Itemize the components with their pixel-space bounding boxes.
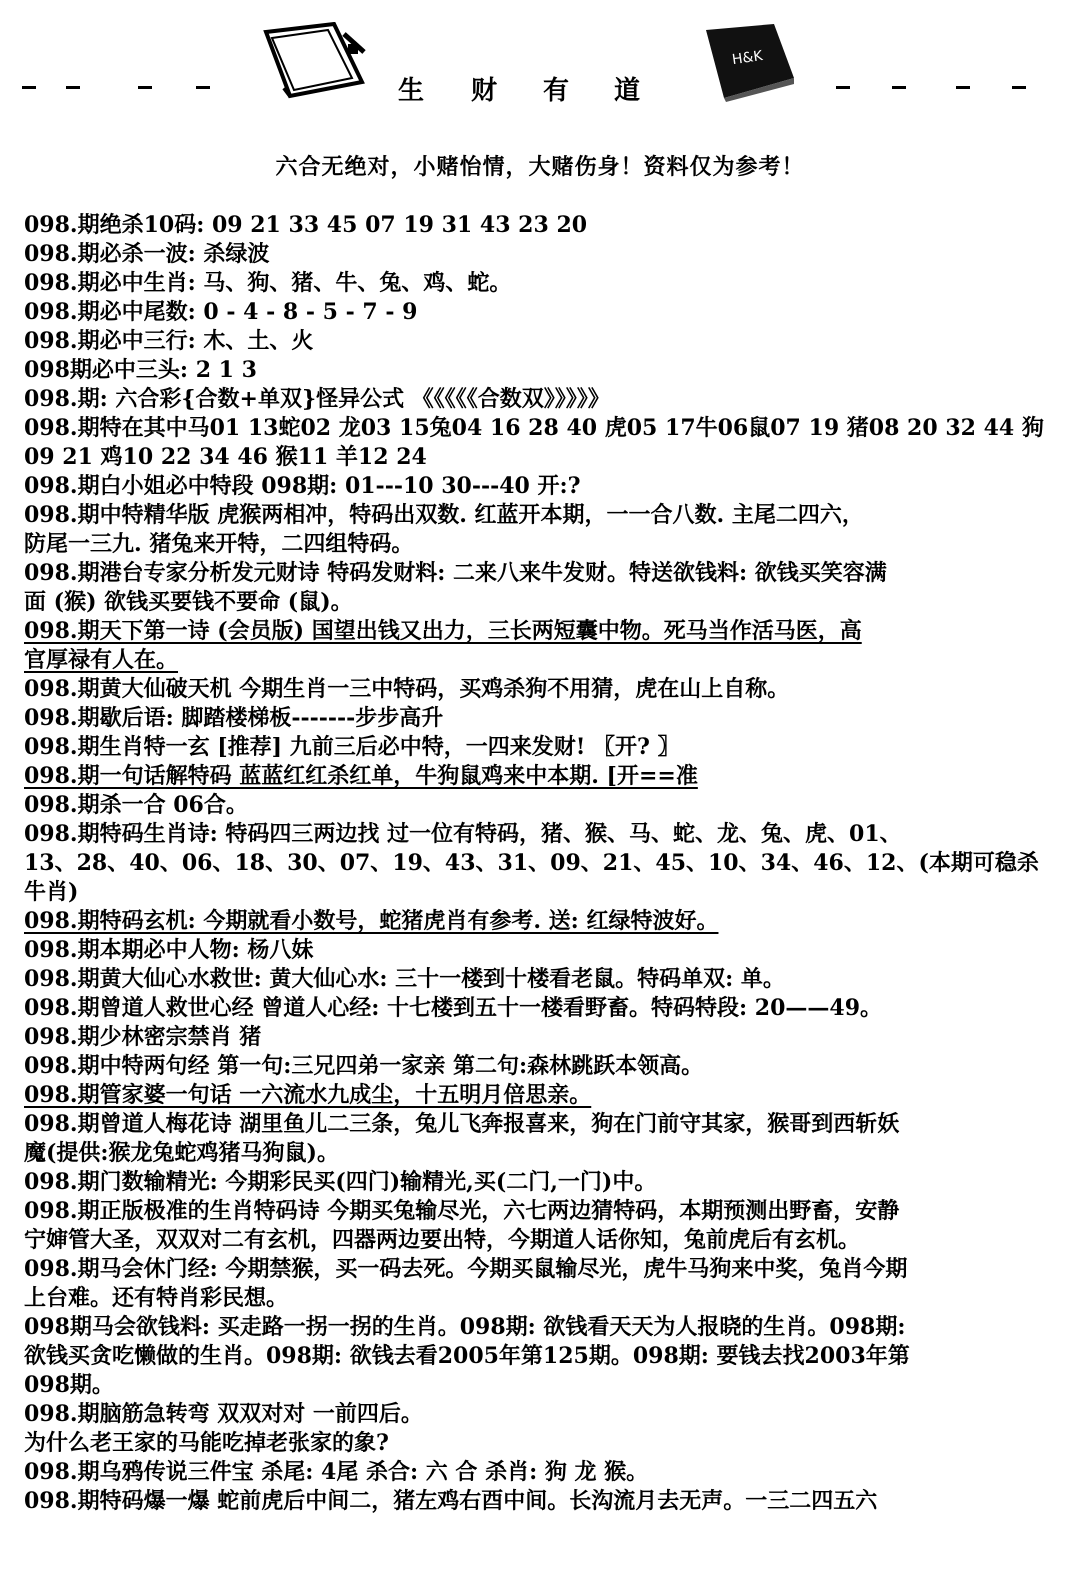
text-line: 098.期天下第一诗 (会员版) 国望出钱又出力，三长两短囊中物。死马当作活马医，高 <box>24 618 862 644</box>
text-line: 098.期港台专家分析发元财诗 特码发财料: 二来八来牛发财。特送欲钱料: 欲钱买笑容满 <box>24 560 887 586</box>
book-icon <box>258 22 370 100</box>
title-char: 财 <box>471 76 498 106</box>
dash <box>1012 86 1026 89</box>
text-line: 098.期中特两句经 第一句:三兄四弟一家亲 第二句:森林跳跃本领高。 <box>24 1053 704 1079</box>
title-char: 有 <box>543 76 570 106</box>
text-line: 098.期特码玄机: 今期就看小数号，蛇猪虎肖有参考. 送: 红绿特波好。 <box>24 908 719 934</box>
text-line: 098.期必中尾数: 0 - 4 - 8 - 5 - 7 - 9 <box>24 299 418 325</box>
dash <box>138 86 152 89</box>
dash <box>836 86 850 89</box>
dash <box>22 86 36 89</box>
text-line: 魔(提供:猴龙兔蛇鸡猪马狗鼠)。 <box>24 1140 339 1166</box>
text-line: 098.期黄大仙心水救世: 黄大仙心水: 三十一楼到十楼看老鼠。特码单双: 单。 <box>24 966 785 992</box>
text-line: 098.期必中生肖: 马、狗、猪、牛、兔、鸡、蛇。 <box>24 270 512 296</box>
text-line: 098期必中三头: 2 1 3 <box>24 357 257 383</box>
text-line: 098.期杀一合 06合。 <box>24 792 248 818</box>
text-line: 13、28、40、06、18、30、07、19、43、31、09、21、45、10、34、46、12、(本期可稳杀 <box>24 850 1039 876</box>
text-line: 防尾一三九. 猪兔来开特，二四组特码。 <box>24 531 414 557</box>
dash <box>66 86 80 89</box>
text-line: 098.期黄大仙破天机 今期生肖一三中特码，买鸡杀狗不用猜，虎在山上自称。 <box>24 676 790 702</box>
dash <box>956 86 970 89</box>
text-line: 098.期白小姐必中特段 098期: 01---10 30---40 开:? <box>24 473 581 499</box>
text-line: 098.期曾道人梅花诗 湖里鱼儿二三条，兔儿飞奔报喜来，狗在门前守其家，猴哥到西斩妖 <box>24 1111 900 1137</box>
text-line: 098.期必杀一波: 杀绿波 <box>24 241 270 267</box>
text-line: 098.期乌鸦传说三件宝 杀尾: 4尾 杀合: 六 合 杀肖: 狗 龙 猴。 <box>24 1459 649 1485</box>
text-line: 面 (猴) 欲钱买要钱不要命 (鼠)。 <box>24 589 353 615</box>
text-line: 098.期必中三行: 木、土、火 <box>24 328 314 354</box>
text-line: 098.期马会休门经: 今期禁猴，买一码去死。今期买鼠输尽光，虎牛马狗来中奖，兔肖今期 <box>24 1256 908 1282</box>
title-char: 生 <box>398 76 425 106</box>
text-line: 098.期特在其中马01 13蛇02 龙03 15兔04 16 28 40 虎05 17牛06鼠07 19 猪08 20 32 44 狗 <box>24 415 1044 441</box>
text-line: 牛肖) <box>24 879 79 905</box>
text-line: 098.期特码生肖诗: 特码四三两边找 过一位有特码，猪、猴、马、蛇、龙、兔、虎、01、 <box>24 821 902 847</box>
text-line: 098.期一句话解特码 蓝蓝红红杀红单，牛狗鼠鸡来中本期. [开==准 <box>24 763 698 789</box>
header <box>0 0 1080 130</box>
text-line: 宁婶管大圣，双双对二有玄机，四器两边要出特，今期道人话你知，兔前虎后有玄机。 <box>24 1227 861 1253</box>
content <box>24 211 1064 1516</box>
book-icon <box>698 22 798 102</box>
text-line: 098.期门数输精光: 今期彩民买(四门)输精光,买(二门,一门)中。 <box>24 1169 657 1195</box>
text-line: 098.期脑筋急转弯 双双对对 一前四后。 <box>24 1401 423 1427</box>
text-line: 098.期管家婆一句话 一六流水九成尘，十五明月倍思亲。 <box>24 1082 592 1108</box>
text-line: 098.期正版极准的生肖特码诗 今期买兔输尽光，六七两边猜特码，本期预测出野畜，安静 <box>24 1198 900 1224</box>
disclaimer: 六合无绝对，小赌怡情，大赌伤身！资料仅为参考！ <box>275 154 805 180</box>
text-line: 098期。 <box>24 1372 114 1398</box>
text-line: 098.期本期必中人物: 杨八妹 <box>24 937 314 963</box>
book-label: H&K <box>731 48 764 69</box>
dash <box>892 86 906 89</box>
text-line: 欲钱买贪吃懒做的生肖。098期: 欲钱去看2005年第125期。098期: 要钱去找2003年第 <box>24 1343 910 1369</box>
text-line: 上台难。还有特肖彩民想。 <box>24 1285 289 1311</box>
text-line: 09 21 鸡10 22 34 46 猴11 羊12 24 <box>24 444 427 470</box>
text-line: 官厚禄有人在。 <box>24 647 179 673</box>
dash <box>196 86 210 89</box>
text-line: 为什么老王家的马能吃掉老张家的象? <box>24 1430 389 1456</box>
text-line: 098.期特码爆一爆 蛇前虎后中间二，猪左鸡右酉中间。长沟流月去无声。一三二四五六 <box>24 1488 878 1514</box>
text-line: 098.期少林密宗禁肖 猪 <box>24 1024 262 1050</box>
text-line: 098.期生肖特一玄 [推荐] 九前三后必中特，一四来发财! 〖开? 〗 <box>24 734 680 760</box>
title-char: 道 <box>614 76 641 106</box>
text-line: 098.期中特精华版 虎猴两相冲，特码出双数. 红蓝开本期，一一合八数. 主尾二四六， <box>24 502 864 528</box>
text-line: 098.期: 六合彩{合数+单双}怪异公式 《《《《《合数双》》》》》 <box>24 386 610 412</box>
text-line: 098期马会欲钱料: 买走路一拐一拐的生肖。098期: 欲钱看天天为人报晓的生肖。098期: <box>24 1314 906 1340</box>
text-line: 098.期歇后语: 脚踏楼梯板-------步步高升 <box>24 705 444 731</box>
text-line: 098.期绝杀10码: 09 21 33 45 07 19 31 43 23 20 <box>24 212 588 238</box>
text-line: 098.期曾道人救世心经 曾道人心经: 十七楼到五十一楼看野畜。特码特段: 20——49。 <box>24 995 883 1021</box>
